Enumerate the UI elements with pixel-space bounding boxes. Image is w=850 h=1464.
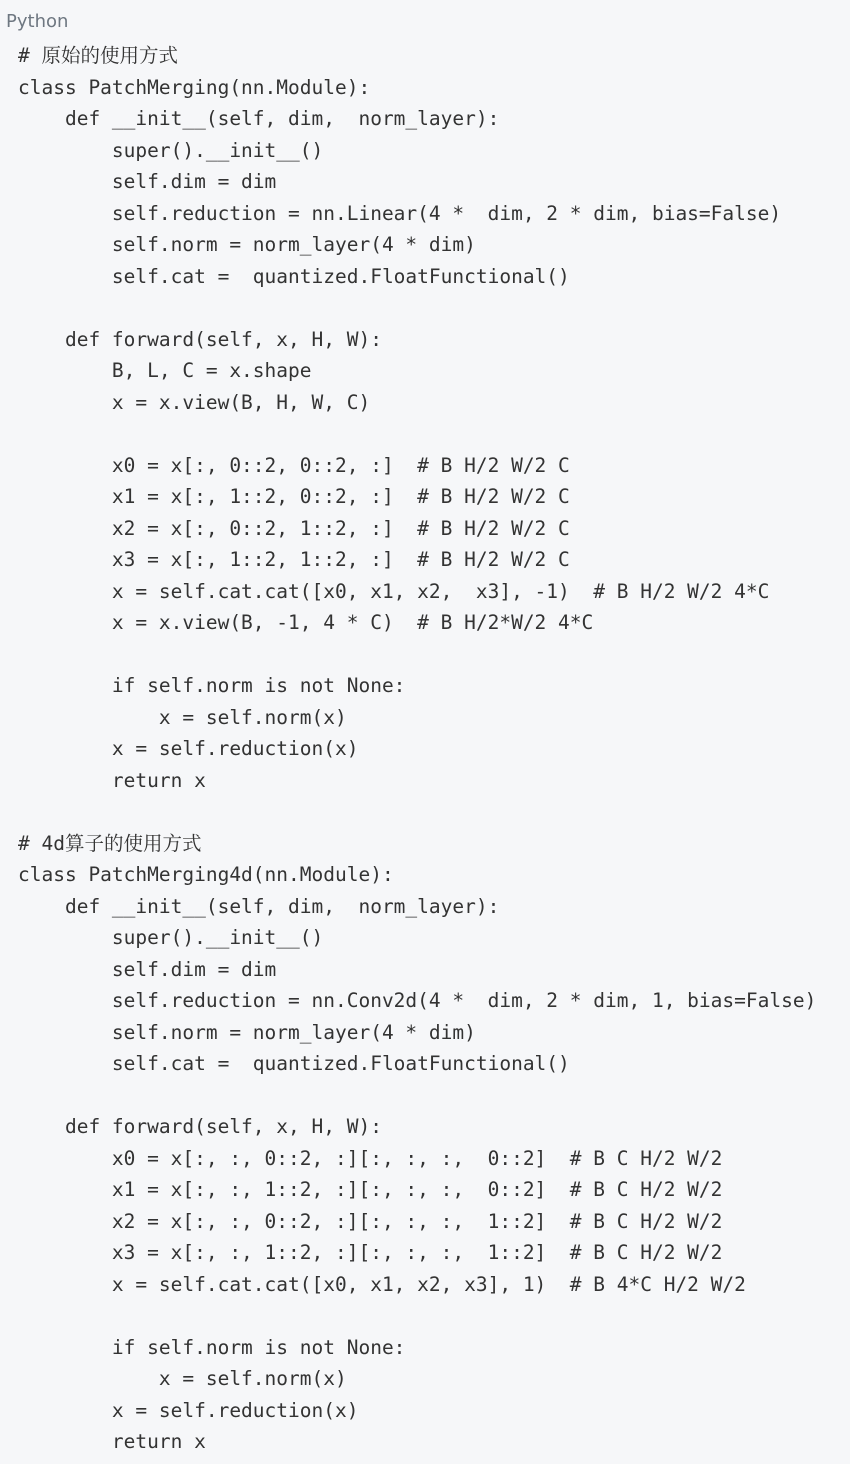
code-line: x = self.norm(x) [18,705,347,729]
code-line [18,639,850,671]
code-line: self.dim = dim [18,170,277,193]
code-line: self.cat = quantized.FloatFunctional() [18,1052,570,1075]
code-line: x1 = x[:, 1::2, 0::2, :] # B H/2 W/2 C [18,485,570,508]
code-line: x = self.cat.cat([x0, x1, x2, x3], 1) # B 4*C H/2 W/2 [18,1272,746,1296]
code-line: self.norm = norm_layer(4 * dim) [18,233,476,256]
code-line: class PatchMerging(nn.Module): [18,75,371,99]
language-label: Python [6,11,69,32]
code-line: return x [18,768,206,792]
code-line: self.reduction = nn.Linear(4 * dim, 2 * dim, bias=False) [18,201,782,225]
code-line: x = self.reduction(x) [18,737,359,760]
code-line: def forward(self, x, H, W): [18,327,382,351]
code-line: x = self.reduction(x) [18,1398,359,1422]
code-line: x3 = x[:, 1::2, 1::2, :] # B H/2 W/2 C [18,548,570,571]
code-line: self.reduction = nn.Conv2d(4 * dim, 2 * dim, 1, bias=False) [18,989,817,1012]
code-line: def __init__(self, dim, norm_layer): [18,894,500,918]
code-line: x = x.view(B, H, W, C) [18,390,371,414]
code-line: if self.norm is not None: [18,674,406,697]
code-line: x0 = x[:, :, 0::2, :][:, :, :, 0::2] # B C H/2 W/2 [18,1146,723,1170]
code-line [18,1300,850,1332]
code-line: super().__init__() [18,138,324,162]
code-line: super().__init__() [18,926,324,949]
code-line: # 原始的使用方式 [18,44,178,67]
code-line: if self.norm is not None: [18,1335,406,1359]
code-line: x2 = x[:, 0::2, 1::2, :] # B H/2 W/2 C [18,516,570,540]
code-line: x2 = x[:, :, 0::2, :][:, :, :, 1::2] # B C H/2 W/2 [18,1209,723,1233]
code-line: def __init__(self, dim, norm_layer): [18,107,500,130]
code-line: self.dim = dim [18,957,277,981]
code-line [18,1080,850,1112]
code-line: x = self.norm(x) [18,1367,347,1390]
code-line: self.norm = norm_layer(4 * dim) [18,1020,476,1044]
code-line: self.cat = quantized.FloatFunctional() [18,264,570,288]
code-line [18,796,850,828]
code-line: x3 = x[:, :, 1::2, :][:, :, :, 1::2] # B C H/2 W/2 [18,1241,723,1264]
code-line: B, L, C = x.shape [18,359,312,382]
code-line: return x [18,1430,206,1453]
code-line: def forward(self, x, H, W): [18,1115,382,1138]
code-line [18,292,850,324]
code-body[interactable] [18,40,850,1458]
code-line: x = self.cat.cat([x0, x1, x2, x3], -1) # B H/2 W/2 4*C [18,579,770,603]
code-line: x1 = x[:, :, 1::2, :][:, :, :, 0::2] # B C H/2 W/2 [18,1178,723,1201]
code-line: x0 = x[:, 0::2, 0::2, :] # B H/2 W/2 C [18,453,570,477]
code-line: # 4d算子的使用方式 [18,831,202,855]
code-line [18,418,850,450]
code-line: x = x.view(B, -1, 4 * C) # B H/2*W/2 4*C [18,611,594,634]
code-line: class PatchMerging4d(nn.Module): [18,863,394,886]
